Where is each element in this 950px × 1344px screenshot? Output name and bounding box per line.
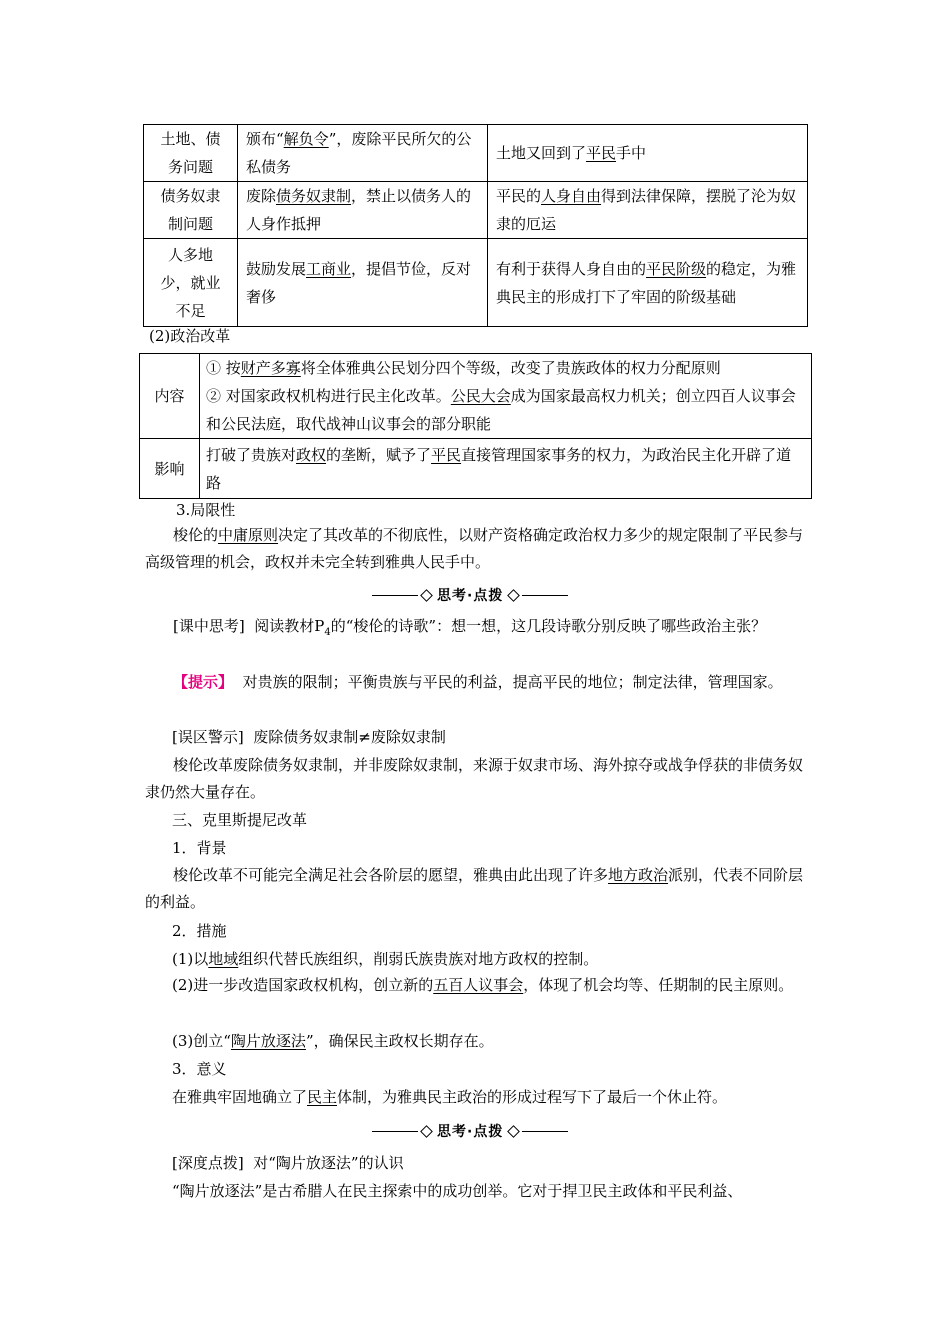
- measure-item: (1)以地域组织代替氏族组织，削弱氏族贵族对地方政权的控制。: [172, 950, 599, 968]
- effect-cell: 有利于获得人身自由的平民阶级的稳定，为雅典民主的形成打下了牢固的阶级基础: [488, 239, 808, 327]
- political-reform-table: [139, 353, 812, 499]
- significance-heading: 3．意义: [172, 1060, 227, 1078]
- economic-reform-table: [143, 124, 808, 327]
- impact-cell: 打破了贵族对政权的垄断，赋予了平民直接管理国家事务的权力，为政治民主化开辟了道路: [200, 439, 812, 499]
- impact-label: 影响: [140, 439, 200, 499]
- problem-cell: 土地、债务问题: [144, 125, 238, 182]
- political-reform-heading: (2)政治改革: [149, 327, 231, 345]
- deep-insight-paragraph: “陶片放逐法”是古希腊人在民主探索中的成功创举。它对于捍卫民主政体和平民利益、: [172, 1182, 743, 1200]
- measure-item: (3)创立“陶片放逐法”，确保民主政权长期存在。: [172, 1032, 494, 1050]
- measure-cell: 废除债务奴隶制，禁止以债务人的人身作抵押: [238, 182, 488, 239]
- measure-cell: 颁布“解负令”，废除平民所欠的公私债务: [238, 125, 488, 182]
- content-item: ② 对国家政权机构进行民主化改革。公民大会成为国家最高权力机关；创立四百人议事会和公民法庭，取代战神山议事会的部分职能: [206, 387, 796, 433]
- problem-cell: 人多地少，就业不足: [144, 239, 238, 327]
- problem-cell: 债务奴隶制问题: [144, 182, 238, 239]
- limitation-heading: 3.局限性: [176, 501, 236, 519]
- section-title: 三、克里斯提尼改革: [172, 811, 308, 829]
- table-row: [140, 354, 812, 439]
- background-heading: 1．背景: [172, 839, 227, 857]
- table-row: [144, 125, 808, 182]
- table-row: [144, 239, 808, 327]
- content-cell: [200, 354, 812, 439]
- significance-paragraph: 在雅典牢固地确立了民主体制，为雅典民主政治的形成过程写下了最后一个休止符。: [172, 1088, 728, 1106]
- limitation-paragraph: 梭伦的中庸原则决定了其改革的不彻底性，以财产资格确定政治权力多少的规定限制了平民参与高级管理的机会，政权并未完全转到雅典人民手中。: [145, 526, 804, 571]
- content-label: 内容: [140, 354, 200, 439]
- table-row: [144, 182, 808, 239]
- effect-cell: 平民的人身自由得到法律保障，摆脱了沦为奴隶的厄运: [488, 182, 808, 239]
- measures-heading: 2．措施: [172, 922, 227, 940]
- warning-paragraph: 梭伦改革废除债务奴隶制，并非废除奴隶制，来源于奴隶市场、海外掠夺或战争俘获的非债务奴隶仍然大量存在。: [145, 756, 804, 801]
- think-divider: 思考·点拨: [372, 1120, 568, 1142]
- measure-cell: 鼓励发展工商业，提倡节俭，反对奢侈: [238, 239, 488, 327]
- effect-cell: 土地又回到了平民手中: [488, 125, 808, 182]
- think-question: [课中思考] 阅读教材$P_4$的“梭伦的诗歌”：想一想，这几段诗歌分别反映了哪些政治主张？: [173, 617, 767, 638]
- deep-insight-heading: [深度点拨] 对“陶片放逐法”的认识: [172, 1154, 404, 1172]
- think-divider: 思考·点拨: [372, 584, 568, 606]
- content-item: ① 按财产多寡将全体雅典公民划分四个等级，改变了贵族政体的权力分配原则: [206, 359, 721, 377]
- hint-paragraph: 【提示】 对贵族的限制；平衡贵族与平民的利益，提高平民的地位；制定法律，管理国家。: [173, 673, 783, 691]
- warning-heading: [误区警示] 废除债务奴隶制≠废除奴隶制: [172, 728, 446, 746]
- hint-label: 【提示】: [173, 673, 234, 691]
- table-row: [140, 439, 812, 499]
- background-paragraph: 梭伦改革不可能完全满足社会各阶层的愿望，雅典由此出现了许多地方政治派别，代表不同阶层的利益。: [145, 866, 804, 911]
- measure-item: (2)进一步改造国家政权机构，创立新的五百人议事会，体现了机会均等、任期制的民主原则。: [172, 976, 794, 994]
